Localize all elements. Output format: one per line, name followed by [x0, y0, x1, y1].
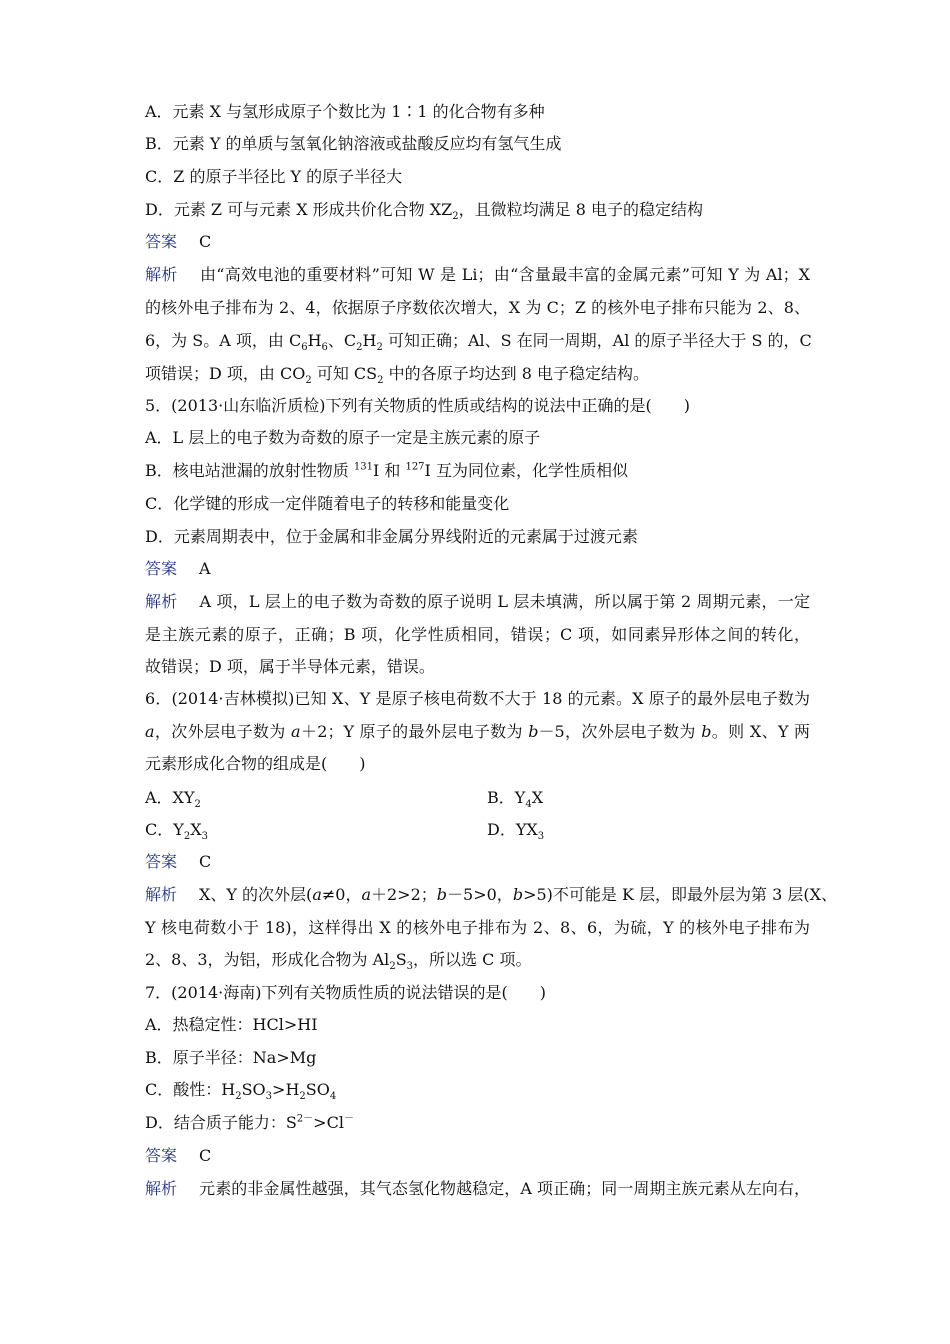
- analysis-label: 解析: [145, 885, 178, 904]
- analysis-label: 解析: [145, 592, 178, 611]
- answer-value: A: [199, 559, 211, 578]
- q6-option-b: B．$Y_4X$: [487, 788, 544, 811]
- q6-option-c: C．$Y_2X_3$: [145, 820, 208, 843]
- q4-analysis-line-2: 的核外电子排布为 2、4，依据原子序数依次增大，X 为 C；Z 的核外电子排布只能为 2、8、: [145, 298, 810, 317]
- answer-value: C: [199, 232, 212, 251]
- q7-analysis-line-1: 解析 元素的非金属性越强，其气态氢化物越稳定，A 项正确；同一周期主族元素从左向右，: [145, 1179, 810, 1198]
- q4-analysis-line-4: 项错误；D 项，由 $CO_2$ 可知 $CS_2$ 中的各原子均达到 8 电子稳定结构。: [145, 364, 649, 387]
- q5-answer: [145, 559, 810, 579]
- q5-analysis-line-1: 解析 A 项，L 层上的电子数为奇数的原子说明 L 层未填满，所以属于第 2 周期元素，一定: [145, 592, 810, 611]
- q7-stem: 7．(2014·海南)下列有关物质性质的说法错误的是( ): [145, 983, 546, 1002]
- q7-option-a: A．热稳定性：HCl>HI: [145, 1015, 318, 1034]
- q4-option-a: A．元素 X 与氢形成原子个数比为 1∶1 的化合物有多种: [145, 102, 545, 121]
- q6-analysis-line-1: 解析 X、Y 的次外层(a≠0，a＋2>2；b－5>0，b>5)不可能是 K 层，即最外层为第 3 层(X、: [145, 885, 838, 904]
- analysis-label: 解析: [145, 265, 178, 284]
- answer-label: 答案: [145, 232, 178, 251]
- q6-stem-line-3: 元素形成化合物的组成是( ): [145, 754, 366, 773]
- q5-option-c: C．化学键的形成一定伴随着电子的转移和能量变化: [145, 494, 510, 513]
- q7-option-c: C．酸性：$H_2SO_3>H_2SO_4$: [145, 1080, 337, 1103]
- q5-option-d: D．元素周期表中，位于金属和非金属分界线附近的元素属于过渡元素: [145, 527, 638, 546]
- answer-label: 答案: [145, 852, 178, 871]
- q6-analysis-line-2: Y 核电荷数小于 18)，这样得出 X 的核外电子排布为 2、8、6，为硫，Y 的核外电子排布为: [145, 918, 810, 937]
- analysis-label: 解析: [145, 1179, 178, 1198]
- q5-analysis-line-2: 是主族元素的原子，正确；B 项，化学性质相同，错误；C 项，如同素异形体之间的转化，: [145, 625, 810, 644]
- q4-option-c: C．Z 的原子半径比 Y 的原子半径大: [145, 167, 403, 186]
- q5-stem: 5．(2013·山东临沂质检)下列有关物质的性质或结构的说法中正确的是( ): [145, 396, 690, 415]
- q6-options-row-2: [145, 820, 810, 843]
- q5-analysis-line-3: 故错误；D 项，属于半导体元素，错误。: [145, 657, 435, 676]
- q6-answer: [145, 852, 810, 872]
- q6-options-row-1: [145, 788, 810, 811]
- q6-analysis-line-3: 2、8、3，为铝，形成化合物为 $Al_2S_3$，所以选 C 项。: [145, 950, 532, 973]
- q6-option-d: D．$YX_3$: [487, 820, 545, 843]
- q7-option-d: D．结合质子能力：$S^{2-}>Cl^-$: [145, 1113, 354, 1132]
- q7-answer: [145, 1146, 810, 1166]
- q4-option-d: D．元素 Z 可与元素 X 形成共价化合物 $XZ_2$，且微粒均满足 8 电子的稳定结构: [145, 200, 704, 223]
- answer-value: C: [199, 852, 212, 871]
- q4-analysis-line-3: 6，为 S。A 项，由 $C_6H_6$、$C_2H_2$ 可知正确；Al、S 在同一周期，Al 的原子半径大于 S 的，C: [145, 331, 812, 354]
- answer-label: 答案: [145, 1146, 178, 1165]
- q5-option-a: A．L 层上的电子数为奇数的原子一定是主族元素的原子: [145, 428, 541, 447]
- q4-analysis-line-1: 解析 由“高效电池的重要材料”可知 W 是 Li；由“含量最丰富的金属元素”可知 Y 为 Al；X: [145, 265, 810, 284]
- answer-label: 答案: [145, 559, 178, 578]
- q4-option-b: B．元素 Y 的单质与氢氧化钠溶液或盐酸反应均有氢气生成: [145, 134, 562, 153]
- q6-option-a: A．$XY_2$: [145, 788, 201, 811]
- answer-value: C: [199, 1146, 212, 1165]
- q4-answer: [145, 232, 810, 252]
- q5-option-b: B．核电站泄漏的放射性物质 $^{131}$I 和 $^{127}$I 互为同位素，化学性质相似: [145, 461, 628, 480]
- q7-option-b: B．原子半径：Na>Mg: [145, 1048, 317, 1067]
- q6-stem-line-1: 6．(2014·吉林模拟)已知 X、Y 是原子核电荷数不大于 18 的元素。X 原子的最外层电子数为: [145, 689, 810, 708]
- q6-stem-line-2: a，次外层电子数为 a＋2；Y 原子的最外层电子数为 b－5，次外层电子数为 b。则 X、Y 两: [145, 722, 810, 741]
